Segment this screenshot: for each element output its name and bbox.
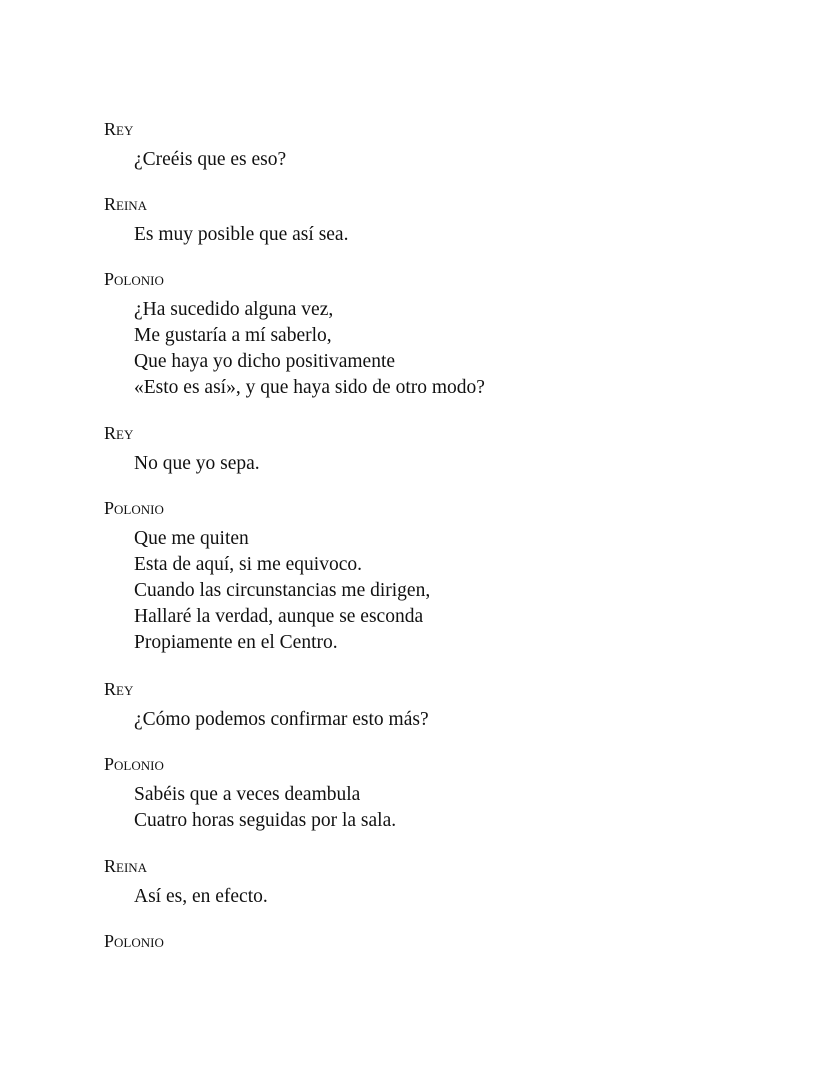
speaker-name: Rey [104, 679, 134, 699]
dialogue-line: Es muy posible que así sea. [134, 224, 349, 245]
dialogue-line: ¿Ha sucedido alguna vez, [134, 299, 334, 320]
dialogue-line: Esta de aquí, si me equivoco. [134, 554, 362, 575]
dialogue-block [104, 269, 485, 401]
dialogue-line: Que haya yo dicho positivamente [134, 351, 396, 372]
speaker-name: Polonio [104, 498, 164, 518]
speaker-name: Reina [104, 856, 148, 876]
dialogue-lines [104, 222, 348, 248]
dialogue-line: Cuatro horas seguidas por la sala. [134, 810, 397, 831]
dialogue-line: No que yo sepa. [134, 453, 260, 474]
speaker-name: Polonio [104, 754, 164, 774]
speaker-name: Rey [104, 119, 134, 139]
dialogue-lines [104, 884, 268, 910]
dialogue-line: Que me quiten [134, 528, 249, 549]
dialogue-line: Hallaré la verdad, aunque se esconda [134, 606, 424, 627]
speaker-name: Rey [104, 423, 134, 443]
dialogue-line: «Esto es así», y que haya sido de otro modo? [134, 377, 485, 398]
dialogue-block [104, 498, 430, 656]
dialogue-line: Propiamente en el Centro. [134, 632, 338, 653]
dialogue-block [104, 931, 164, 951]
dialogue-line: ¿Creéis que es eso? [134, 149, 287, 170]
dialogue-block [104, 194, 348, 248]
dialogue-block [104, 679, 429, 733]
speaker-name: Polonio [104, 931, 164, 951]
dialogue-block [104, 856, 268, 910]
dialogue-lines [104, 297, 485, 401]
dialogue-line: ¿Cómo podemos confirmar esto más? [134, 709, 429, 730]
dialogue-lines [104, 707, 429, 733]
dialogue-block [104, 423, 260, 477]
dialogue-lines [104, 526, 430, 656]
dialogue-block [104, 119, 286, 173]
dialogue-line: Así es, en efecto. [134, 886, 268, 907]
dialogue-lines [104, 451, 260, 477]
dialogue-line: Sabéis que a veces deambula [134, 784, 361, 805]
speaker-name: Reina [104, 194, 148, 214]
dialogue-line: Cuando las circunstancias me dirigen, [134, 580, 431, 601]
dialogue-lines [104, 147, 286, 173]
speaker-name: Polonio [104, 269, 164, 289]
dialogue-lines [104, 782, 396, 834]
dialogue-block [104, 754, 396, 834]
dialogue-line: Me gustaría a mí saberlo, [134, 325, 332, 346]
